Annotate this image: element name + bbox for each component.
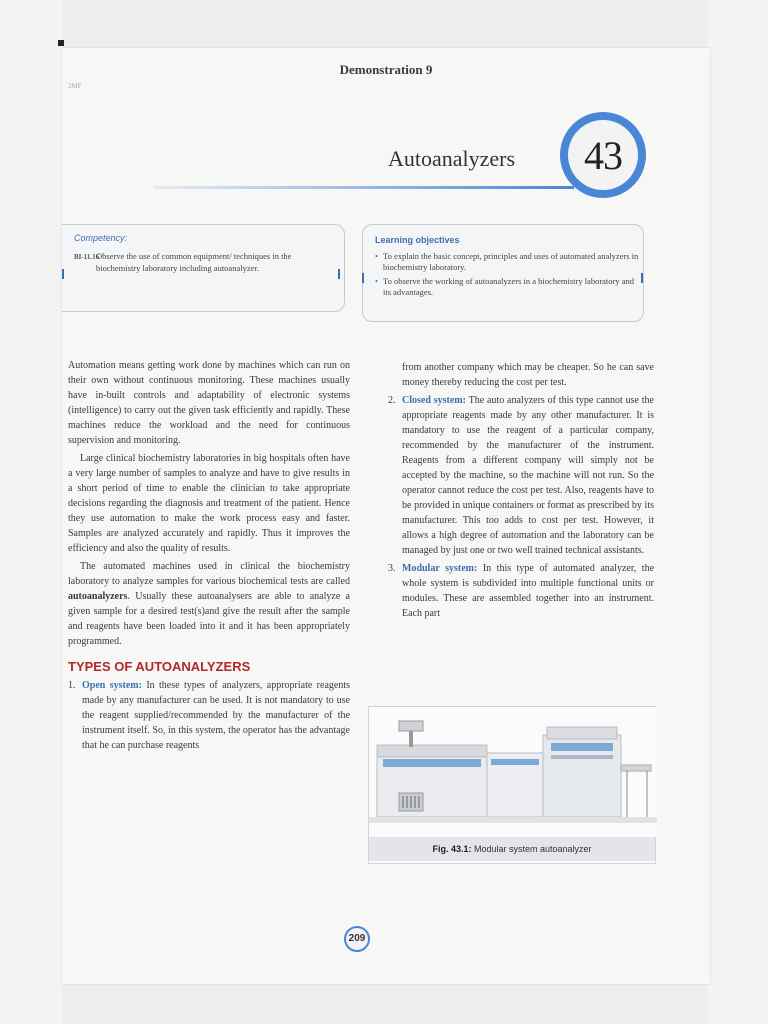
- page-tag: 2MF: [68, 82, 82, 90]
- title-rule: [154, 186, 574, 189]
- paragraph-autoanalyzers: [68, 559, 350, 649]
- objective-item: • To explain the basic concept, principles and uses of automated analyzers in biochemistry laboratory.: [375, 251, 639, 273]
- box-tick: [362, 273, 364, 283]
- closed-system-label: Closed system:: [402, 395, 466, 406]
- chapter-number-badge: [560, 112, 646, 198]
- figure-modular-autoanalyzer: [368, 706, 656, 864]
- left-column: [68, 358, 350, 756]
- paragraph-automation: Automation means getting work done by machines which can run on their own without continuous monitoring. These machines usually have in-built controls and adaptability of electronic systems (intelligence) to carry out the given task efficiently and rapidly. These machines reduce the workload and the need for continuous supervision and monitoring.: [68, 360, 350, 446]
- demonstration-heading: Demonstration 9: [339, 62, 433, 77]
- p3-start: The automated machines used in clinical the biochemistry laboratory to analyze samples for various biochemical tests are called: [68, 561, 350, 587]
- scan-background-left: [0, 0, 62, 1024]
- modular-system-text: In this type of automated analyzer, the whole system is subdivided into multiple functional units or modules. These are assembled together into an instrument. Each part: [402, 563, 655, 619]
- autoanalyzer-image: [369, 707, 657, 837]
- modular-system-item: [388, 561, 654, 621]
- learning-objectives-box: [362, 224, 644, 322]
- competency-box: [62, 224, 345, 312]
- closed-system-text: The auto analyzers of this type cannot use the appropriate reagents made by any other manufacturer. It is mandatory to use the reagent of a particular company, recommended by the manufacturer of the instrument. Reagents from a different company will simply not be accepted by the machine, so the machine will not run. So the operator cannot reduce the cost per test. Also, reagents have to be provided in unique containers or format as prescribed by its manufacturer. This too adds to cost per test. However, it allows a high degree of automation and the laboratory can be managed by just one or two well trained technical assistants.: [402, 395, 654, 556]
- p3-end: . Usually these autoanalysers are able to analyze a given sample for a desired test(s)and give the result after the sample and reagents have been loaded into it and it has been appropriately programmed.: [68, 591, 350, 647]
- open-system-label: Open system:: [82, 680, 142, 691]
- open-system-item: [68, 678, 350, 753]
- objectives-heading: Learning objectives: [375, 235, 460, 245]
- paragraph-large-labs: Large clinical biochemistry laboratories in big hospitals often have a very large number of samples to analyze and have to give results in a short period of time to enable the clinician to take appropriate decisions regarding the diagnosis and treatment of the patient. Hence they use automation to make the work process easy and faster. Samples are analyzed accurately and rapidly. Thus it improves the efficiency and also the quality of results.: [68, 453, 350, 554]
- objectives-list: [375, 251, 639, 301]
- box-tick: [641, 273, 643, 283]
- page-number: 209: [344, 926, 370, 952]
- figure-caption-text: Modular system autoanalyzer: [471, 844, 592, 854]
- objective-item: • To observe the working of autoanalyzers in a biochemistry laboratory and its advantages.: [375, 276, 639, 298]
- closed-system-item: [388, 393, 654, 558]
- types-heading: TYPES OF AUTOANALYZERS: [68, 659, 251, 674]
- open-system-continued: from another company which may be cheaper. So he can save money thereby reducing the cost per test.: [402, 362, 654, 388]
- scan-corner-mark: [58, 40, 64, 46]
- competency-text: Observe the use of common equipment/ techniques in the biochemistry laboratory including autoanalyzer.: [96, 251, 292, 273]
- scan-background-right: [708, 0, 768, 1024]
- chapter-number: 43: [568, 120, 638, 190]
- competency-heading: Competency:: [74, 233, 128, 243]
- modular-system-label: Modular system:: [402, 563, 478, 574]
- book-page: [62, 48, 710, 984]
- item-number: 1.: [68, 680, 76, 691]
- competency-code: BI-11.16: [74, 253, 100, 261]
- chapter-title: Autoanalyzers: [388, 146, 516, 171]
- open-system-text: In these types of analyzers, appropriate reagents made by any manufacturer can be used. It is not mandatory to use the reagent supplied/recommended by the manufacturer of the instrument itself. So, in this system, the operator has the advantage that he can purchase reagents: [82, 680, 350, 751]
- term-autoanalyzers: autoanalyzers: [68, 591, 128, 602]
- figure-caption: [369, 837, 655, 861]
- box-tick: [338, 269, 340, 279]
- box-tick: [62, 269, 64, 279]
- figure-label: Fig. 43.1:: [432, 844, 472, 854]
- right-column: [388, 360, 654, 624]
- item-number: 2.: [388, 395, 396, 406]
- item-number: 3.: [388, 563, 396, 574]
